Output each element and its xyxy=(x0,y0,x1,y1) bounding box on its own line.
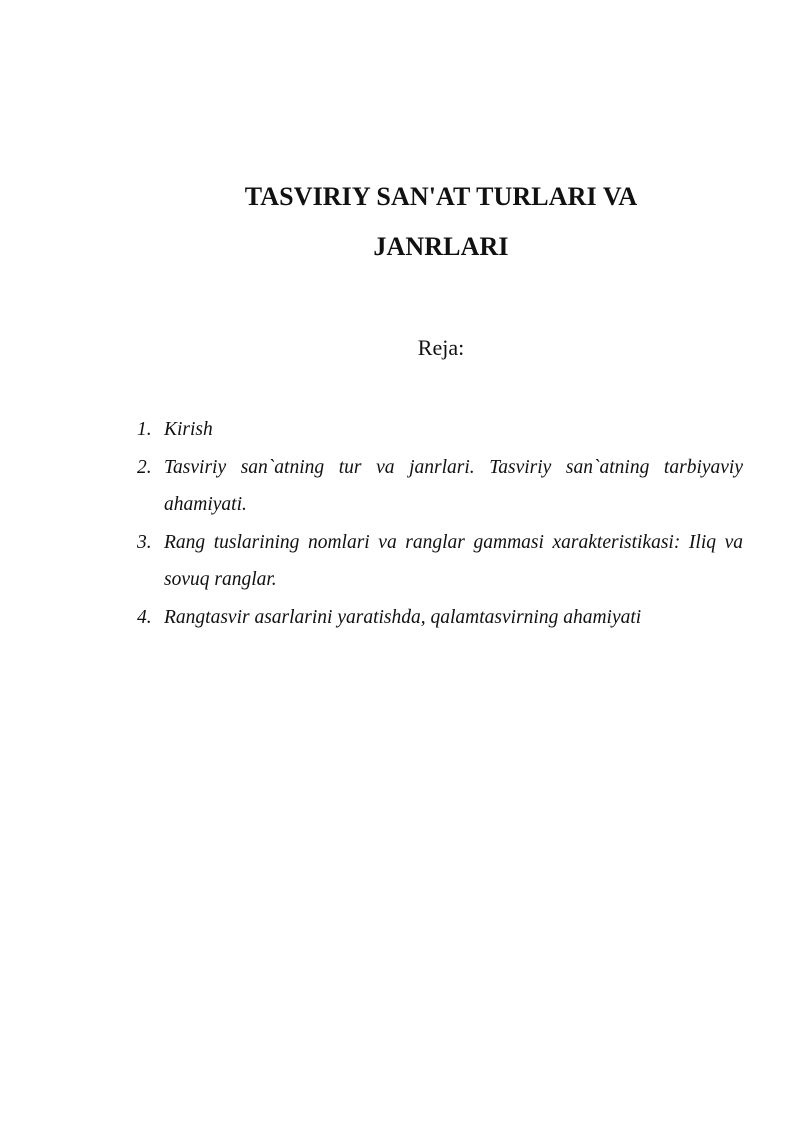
title-line-2: JANRLARI xyxy=(373,232,509,261)
title-line-1: TASVIRIY SAN'AT TURLARI VA xyxy=(244,182,638,211)
plan-item-number: 2. xyxy=(137,456,152,478)
plan-item-number: 1. xyxy=(137,419,152,440)
plan-item-text: Tasviriy san`atning tur va janrlari. Tasviriy san`atning tarbiyaviy ahamiyati. xyxy=(164,456,743,515)
plan-list xyxy=(137,411,743,636)
plan-item-2 xyxy=(137,449,743,524)
plan-item-text: Rang tuslarining nomlari va ranglar gammasi xarakteristikasi: Iliq va sovuq ranglar. xyxy=(164,531,743,590)
plan-heading: Reja: xyxy=(417,335,465,360)
plan-item-text: Kirish xyxy=(164,419,213,440)
plan-item-text: Rangtasvir asarlarini yaratishda, qalamtasvirning ahamiyati xyxy=(164,606,642,628)
plan-item-3 xyxy=(137,524,743,599)
plan-item-number: 4. xyxy=(137,606,152,628)
plan-item-4 xyxy=(137,599,743,637)
plan-item-number: 3. xyxy=(137,531,152,553)
plan-item-1 xyxy=(137,411,743,449)
document-title xyxy=(0,172,800,272)
